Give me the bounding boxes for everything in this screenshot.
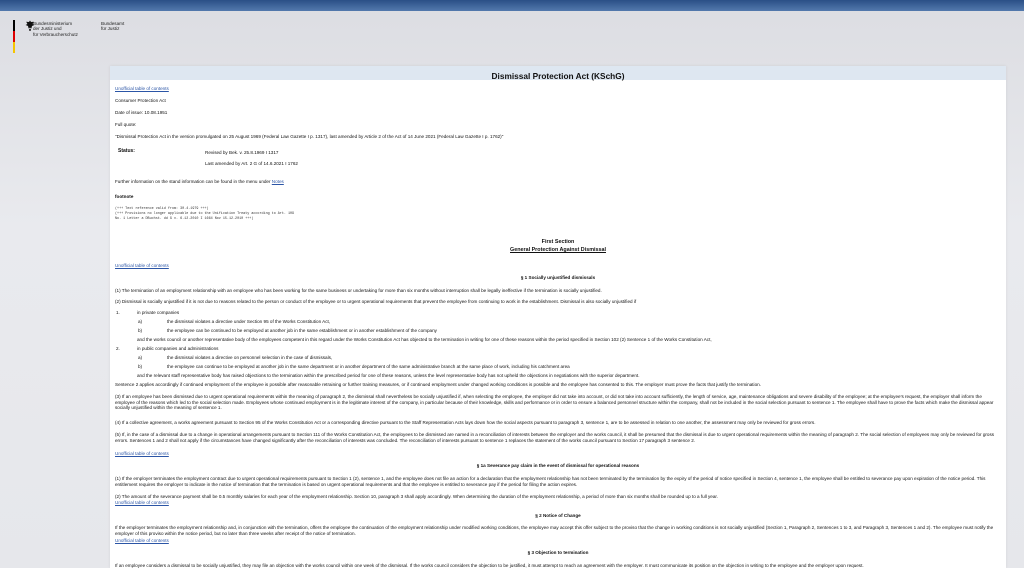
toc-link[interactable]: Unofficial table of contents	[115, 500, 169, 505]
item-number: b)	[138, 328, 143, 333]
ministry-name: Bundesministerium der Justiz und für Verbraucherschutz	[33, 21, 78, 37]
p1a-heading: § 1a Severance pay claim in the event of dismissal for operational reasons	[476, 463, 640, 468]
document-title: Dismissal Protection Act (KSchG)	[491, 71, 625, 81]
further-info	[115, 179, 284, 185]
footnote-label: footnote	[115, 194, 134, 199]
full-quote-label: Full quote:	[115, 122, 137, 127]
section-title: First Section	[541, 239, 575, 245]
item-number: 2.	[116, 346, 120, 351]
section-subtitle: General Protection Against Dismissal	[510, 247, 606, 253]
item-number: a)	[138, 319, 143, 324]
p1-heading: § 1 Socially unjustified dismissals	[520, 275, 596, 280]
toc-link[interactable]: Unofficial table of contents	[115, 263, 169, 268]
item-tail: and the works council or another representative body of the employees competent in this regard under the Works Constitution Act has objected to the termination in writing for one of these reasons within the period specified in Section 102 (2) Sentence 1 of the Works Constitution Act,	[137, 337, 712, 342]
consumer-label: Consumer Protection Act	[115, 98, 166, 103]
flag-colors-bar	[13, 20, 15, 53]
item-tail: and the relevant staff representative body has raised objections to the termination within the prescribed period for one of these reasons, unless the level representative body has not upheld the objections in negotiations with the superior department.	[137, 373, 640, 378]
full-quote-text: "Dismissal Protection Act in the version promulgated on 25 August 1969 (Federal Law Gazette I p. 1317), last amended by Article 2 of the Act of 14 June 2021 (Federal Law Gazette I p. 1762)"	[115, 134, 504, 139]
p1a-para-1: (1) If the employer terminates the employment contract due to urgent operational requirements pursuant to Section 1 (2), sentence 1, and the employee does not file an action for a declaration that the employment relationship has not been terminated by the termination by the expiry of the period of notice specified in Section 4, sentence 1, the employee shall be entitled to severance pay upon expiration of the notice period. This entitlement requires the employer to indicate in the notice of termination that the termination is based on urgent operational requirements and that the employee is entitled to severance pay if the period for filing the action expires.	[115, 476, 986, 487]
toc-link[interactable]: Unofficial table of contents	[115, 538, 169, 543]
p1a-para-2: (2) The amount of the severance payment shall be 0.5 monthly salaries for each year of the employment relationship. Section 10, paragraph 3 shall apply accordingly. When determining the duration of the employment relationship, a period of more than six months shall be rounded up to a full year.	[115, 494, 718, 499]
item-number: b)	[138, 364, 143, 369]
footnote-line: (+++ Provisions no longer applicable due to the Unification Treaty according to Art. 109	[115, 212, 295, 216]
p1-para-4: (4) If a collective agreement, a works agreement pursuant to Section 95 of the Works Constitution Act or a corresponding directive pursuant to the Staff Representation Acts lays down how the social aspects pursuant to paragraph 3, sentence 1, are to be assessed in relation to one another, the assessment may only be reviewed for gross errors.	[115, 420, 816, 425]
item-text: in public companies and administrations	[137, 346, 219, 351]
p1-para-5: (5) If, in the case of a dismissal due to a change in operational arrangements pursuant to Section 111 of the Works Constitution Act, the employees to be dismissed are named in a reconciliation of interests between the employer and the works council, it shall be presumed that the dismissal is due to urgent operational requirements within the meaning of paragraph 2. The social selection of employees may only be reviewed for gross errors. Sentences 1 and 2 shall not apply if the circumstances have changed significantly after the reconciliation of interests was concluded. The reconciliation of interests pursuant to sentence 1 replaces the statement of the works council pursuant to Section 17 paragraph 3 sentence 2.	[115, 432, 995, 443]
item-text: the employee can continue to be employed at another job in the same department or in another department of the same administrative branch at the same place of work, including his catchment area	[167, 364, 570, 369]
browser-top-bar	[0, 0, 1024, 11]
footnote-line: (+++ Text reference valid from: 30.4.1979 +++)	[115, 207, 209, 211]
further-info-text: Further information on the stand information can be found in the menu under	[115, 179, 272, 184]
notes-link[interactable]: Notes	[271, 179, 284, 184]
item-text: the employee can be continued to be employed at another job in the same establishment or in another establishment of the company	[167, 328, 437, 333]
date-of-issue: Date of issue: 10.08.1951	[115, 110, 168, 115]
footnote-line: No. 1 Letter a DBuchst. dd G v. 6.12.2010 I 1664 Nov 15.12.2010 +++)	[115, 217, 254, 221]
agency-name: Bundesamt für Justiz	[101, 21, 125, 32]
item-number: a)	[138, 355, 143, 360]
p1-para-1: (1) The termination of an employment relationship with an employee who has been working for the same business or undertaking for more than six months without interruption shall be legally ineffective if the termination is socially unjustified.	[115, 288, 602, 293]
item-number: 1.	[116, 310, 120, 315]
item-text: the dismissal violates a directive on personnel selection in the case of dismissals,	[167, 355, 333, 360]
toc-link[interactable]: Unofficial table of contents	[115, 451, 169, 456]
status-label: Status:	[118, 148, 135, 154]
document-page	[110, 66, 1006, 568]
status-line: Last amended by Art. 2 G of 14.6.2021 I 1762	[205, 161, 298, 166]
item-text: in private companies	[137, 310, 180, 315]
p2-text: If the employer terminates the employment relationship and, in conjunction with the termination, offers the employee the continuation of the employment relationship under modified working conditions, the employee may accept this offer subject to the proviso that the change in working conditions is not socially unjustified (Section 1, Paragraph 2, Sentences 1 to 3, and Paragraph 3, Sentences 1 and 2). The employee must notify the employer of this proviso within the notice period, but no later than three weeks after receipt of the notice of termination.	[115, 525, 994, 536]
p2-heading: § 2 Notice of Change	[535, 513, 581, 518]
p3-text: If an employee considers a dismissal to be socially unjustified, they may file an objection with the works council within one week of the dismissal. If the works council considers the objection to be justified, it must attempt to reach an agreement with the employer. It must communicate its position on the objection in writing to the employee and the employer upon request.	[115, 563, 864, 568]
item-text: the dismissal violates a directive under Section 95 of the Works Constitution Act,	[167, 319, 331, 324]
p1-para-2: (2) Dismissal is socially unjustified if it is not due to reasons related to the person or conduct of the employee or to urgent operational requirements that prevent the employee from continuing to work in the establishment. Dismissal is also socially unjustified if	[115, 299, 637, 304]
p1-para-3: (3) If an employee has been dismissed due to urgent operational requirements within the meaning of paragraph 2, the dismissal shall nevertheless be socially unjustified if, when selecting the employee, the employer did not take into account, or did not take into account sufficiently, the length of service, age, maintenance obligations and severe disability of the employee; at the employee's request, the employer shall inform the employee of the reasons which led to the social selection made. Employees whose continued employment is in the legitimate interest of the company, in particular because of their knowledge, skills and performance or in order to ensure a balanced personnel structure within the company, shall not be included in the social selection pursuant to sentence 1. The employee shall have to prove the facts which make the dismissal appear socially unjustified within the meaning of sentence 1.	[115, 394, 994, 411]
sentence-2: Sentence 2 applies accordingly if continued employment of the employee is possible after reasonable retraining or further training measures, or if continued employment under changed working conditions is possible and the employee has consented to this. The employer must prove the facts that justify the termination.	[115, 382, 761, 387]
status-line: Revised by Bek. v. 25.8.1969 I 1317	[205, 150, 279, 155]
toc-link[interactable]: Unofficial table of contents	[115, 86, 169, 91]
p3-heading: § 3 Objection to termination	[527, 550, 589, 555]
